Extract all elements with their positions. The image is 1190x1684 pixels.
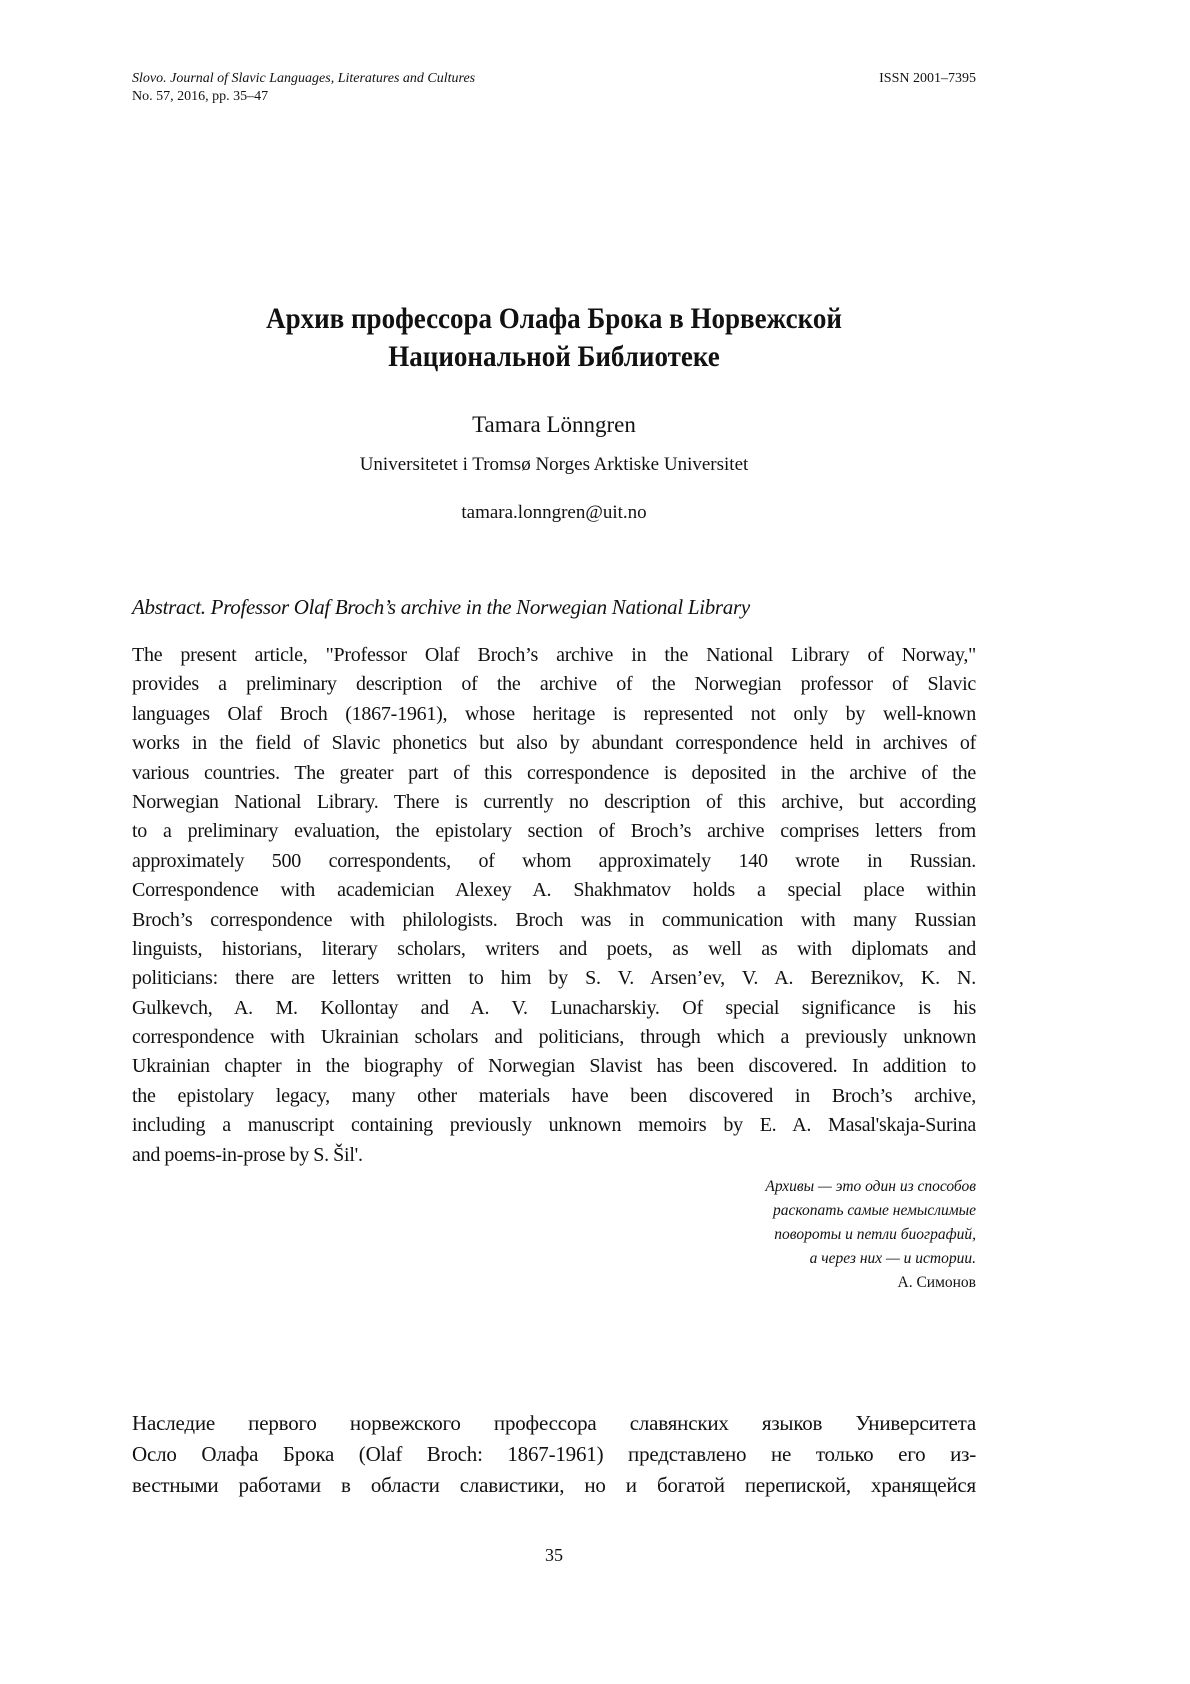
epigraph-line: Архивы — это один из способов xyxy=(765,1178,976,1195)
abstract-line: correspondence with Ukrainian scholars and politicians, through which a previously unknown xyxy=(132,1026,976,1049)
author-affiliation: Universitetet i Tromsø Norges Arktiske Universitet xyxy=(359,454,749,475)
title-line: Национальной Библиотеке xyxy=(388,340,720,373)
abstract-line: Correspondence with academician Alexey A. Shakhmatov holds a special place within xyxy=(132,879,976,902)
page-number: 35 xyxy=(545,1545,563,1565)
abstract-line: Gulkevch, A. M. Kollontay and A. V. Lunacharskiy. Of special significance is his xyxy=(132,996,976,1019)
abstract-line: approximately 500 correspondents, of whom approximately 140 wrote in Russian. xyxy=(132,849,976,872)
abstract-line: Broch’s correspondence with philologists. Broch was in communication with many Russian xyxy=(132,908,976,931)
abstract-line: including a manuscript containing previously unknown memoirs by E. A. Masal'skaja-Surina xyxy=(132,1114,976,1137)
body-line: Осло Олафа Брока (Olaf Broch: 1867-1961) представлено не только его из- xyxy=(132,1442,976,1466)
author-email[interactable]: tamara.lonngren@uit.no xyxy=(461,502,647,523)
abstract-body xyxy=(132,641,976,1170)
abstract-line: The present article, "Professor Olaf Broch’s archive in the National Library of Norway," xyxy=(132,644,976,666)
abstract-heading: Abstract. Professor Olaf Broch’s archive in the Norwegian National Library xyxy=(132,595,750,619)
epigraph-line: а через них — и истории. xyxy=(809,1250,976,1267)
abstract-line: various countries. The greater part of this correspondence is deposited in the archive of the xyxy=(132,761,976,784)
abstract-line: provides a preliminary description of the archive of the Norwegian professor of Slavic xyxy=(132,673,976,696)
abstract-line: works in the field of Slavic phonetics but also by abundant correspondence held in archives of xyxy=(132,732,976,755)
epigraph-line: раскопать самые немыслимые xyxy=(772,1202,976,1219)
running-head xyxy=(132,70,976,106)
epigraph xyxy=(600,1175,976,1295)
abstract-line: and poems-in-prose by S. Šil'. xyxy=(132,1143,363,1166)
epigraph-attribution: А. Симонов xyxy=(897,1274,976,1291)
epigraph-line: повороты и петли биографий, xyxy=(774,1226,976,1243)
abstract-line: to a preliminary evaluation, the epistolary section of Broch’s archive comprises letters from xyxy=(132,820,976,843)
body-line: Наследие первого норвежского профессора славянских языков Университета xyxy=(132,1411,976,1435)
issn: ISSN 2001–7395 xyxy=(879,71,976,86)
abstract-line: the epistolary legacy, many other materials have been discovered in Broch’s archive, xyxy=(132,1084,976,1107)
journal-name: Slovo. Journal of Slavic Languages, Literatures and Cultures xyxy=(132,71,476,86)
body-paragraph xyxy=(132,1408,976,1501)
issue-info: No. 57, 2016, pp. 35–47 xyxy=(132,89,269,104)
title-line: Архив профессора Олафа Брока в Норвежской xyxy=(266,302,842,335)
abstract-line: Norwegian National Library. There is currently no description of this archive, but according xyxy=(132,790,976,813)
author-name: Tamara Lönngren xyxy=(472,412,636,437)
abstract-line: Ukrainian chapter in the biography of Norwegian Slavist has been discovered. In addition to xyxy=(132,1055,976,1078)
body-line: вестными работами в области славистики, но и богатой перепиской, хранящейся xyxy=(132,1473,976,1497)
abstract-line: languages Olaf Broch (1867-1961), whose heritage is represented not only by well-known xyxy=(132,702,976,725)
abstract-line: linguists, historians, literary scholars, writers and poets, as well as with diplomats and xyxy=(132,937,976,960)
article-title xyxy=(174,300,934,376)
abstract-line: politicians: there are letters written to him by S. V. Arsen’ev, V. A. Bereznikov, K. N. xyxy=(132,967,976,990)
